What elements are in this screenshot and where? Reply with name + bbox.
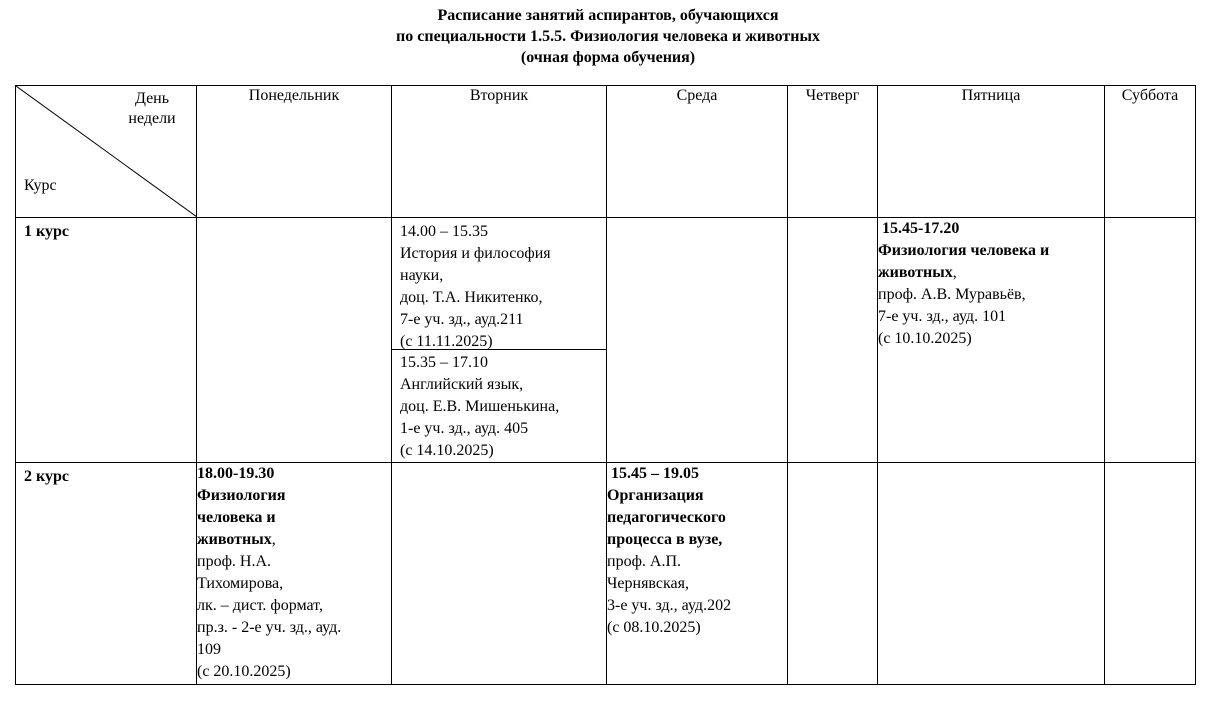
course-1-monday-cell	[197, 218, 392, 463]
lesson-teacher: проф. А.П.	[607, 553, 682, 570]
lesson-subject-line: животных	[197, 531, 272, 548]
corner-cell	[16, 86, 197, 218]
course-2-thursday-cell	[788, 463, 878, 685]
lesson-place: 7-е уч. зд., ауд.211	[400, 311, 524, 328]
lesson-subject-suffix: ,	[952, 264, 957, 281]
row-label-cell	[16, 463, 197, 685]
lesson-teacher: доц. Е.В. Мишенькина,	[400, 398, 560, 415]
lesson-subject-suffix: ,	[271, 531, 276, 548]
lesson-subject-line: процесса в вузе,	[607, 531, 723, 548]
day-header-thursday: Четверг	[788, 86, 878, 218]
table-row	[16, 218, 1196, 463]
corner-day-label	[108, 89, 196, 129]
lesson-subject-line: Физиология человека и	[878, 242, 1050, 259]
course-1-wednesday-cell	[607, 218, 788, 463]
corner-day-line-2: недели	[128, 110, 176, 127]
lesson-place: 3-е уч. зд., ауд.202	[607, 597, 732, 614]
title-line-2: по специальности 1.5.5. Физиология человека и животных	[396, 28, 820, 45]
schedule-table	[15, 85, 1196, 685]
lesson-teacher: проф. А.В. Муравьёв,	[878, 286, 1026, 303]
page-title	[0, 5, 1216, 68]
lesson-time: 18.00-19.30	[197, 465, 275, 482]
course-2-tuesday-cell	[392, 463, 607, 685]
lesson-subject-line: Физиология	[197, 487, 286, 504]
course-1-saturday-cell	[1105, 218, 1196, 463]
table-row	[16, 463, 1196, 685]
course-2-saturday-cell	[1105, 463, 1196, 685]
day-header-saturday: Суббота	[1105, 86, 1196, 218]
row-label-cell	[16, 218, 197, 463]
lesson-subject-line-tail	[400, 265, 600, 287]
corner-course-label: Курс	[24, 177, 57, 194]
course-2-wednesday-cell	[607, 463, 788, 685]
day-header-tuesday: Вторник	[392, 86, 607, 218]
day-header-wednesday: Среда	[607, 86, 788, 218]
lesson-place: 7-е уч. зд., ауд. 101	[878, 308, 1007, 325]
header-row	[16, 86, 1196, 218]
lesson-teacher: Тихомирова,	[197, 575, 284, 592]
lesson-format: лк. – дист. формат,	[197, 597, 323, 614]
day-header-friday: Пятница	[878, 86, 1105, 218]
lesson-history-philosophy	[392, 218, 606, 350]
course-2-friday-cell	[878, 463, 1105, 685]
course-2-label: 2 курс	[24, 468, 69, 485]
lesson-since: (с 11.11.2025)	[400, 333, 493, 350]
lesson-since: (с 20.10.2025)	[197, 663, 291, 680]
title-line-1: Расписание занятий аспирантов, обучающихся	[437, 7, 779, 24]
lesson-subject-line: История и философия	[400, 245, 551, 262]
course-1-label: 1 курс	[24, 223, 69, 240]
course-1-thursday-cell	[788, 218, 878, 463]
lesson-teacher: Чернявская,	[607, 575, 689, 592]
lesson-subject-line: человека и	[197, 509, 276, 526]
lesson-time: 15.45 – 19.05	[607, 465, 699, 482]
lesson-subject-line-tail	[197, 529, 391, 551]
corner-day-line-1: День	[134, 90, 170, 107]
lesson-since: (с 08.10.2025)	[607, 619, 701, 636]
lesson-subject-line: науки	[400, 267, 440, 284]
lesson-subject-suffix: ,	[439, 267, 444, 284]
lesson-time: 15.35 – 17.10	[400, 354, 488, 371]
lesson-subject-line: животных	[878, 264, 953, 281]
lesson-teacher: доц. Т.А. Никитенко,	[400, 289, 543, 306]
lesson-time: 14.00 – 15.35	[400, 223, 488, 240]
lesson-since: (с 14.10.2025)	[400, 442, 494, 459]
lesson-format: пр.з. - 2-е уч. зд., ауд.	[197, 619, 342, 636]
lesson-place: 1-е уч. зд., ауд. 405	[400, 420, 529, 437]
lesson-teacher: проф. Н.А.	[197, 553, 272, 570]
lesson-subject-line-tail	[878, 262, 1104, 284]
title-line-3: (очная форма обучения)	[520, 49, 696, 66]
lesson-time: 15.45-17.20	[878, 220, 960, 237]
lesson-format: 109	[197, 641, 221, 658]
course-1-friday-cell	[878, 218, 1105, 463]
lesson-english	[392, 350, 606, 462]
day-header-monday: Понедельник	[197, 86, 392, 218]
course-1-tuesday-cell	[392, 218, 607, 463]
lesson-since: (с 10.10.2025)	[878, 330, 972, 347]
lesson-subject-line: педагогического	[607, 509, 726, 526]
course-2-monday-cell	[197, 463, 392, 685]
lesson-subject-line: Организация	[607, 487, 704, 504]
lesson-subject-line: Английский язык,	[400, 376, 524, 393]
